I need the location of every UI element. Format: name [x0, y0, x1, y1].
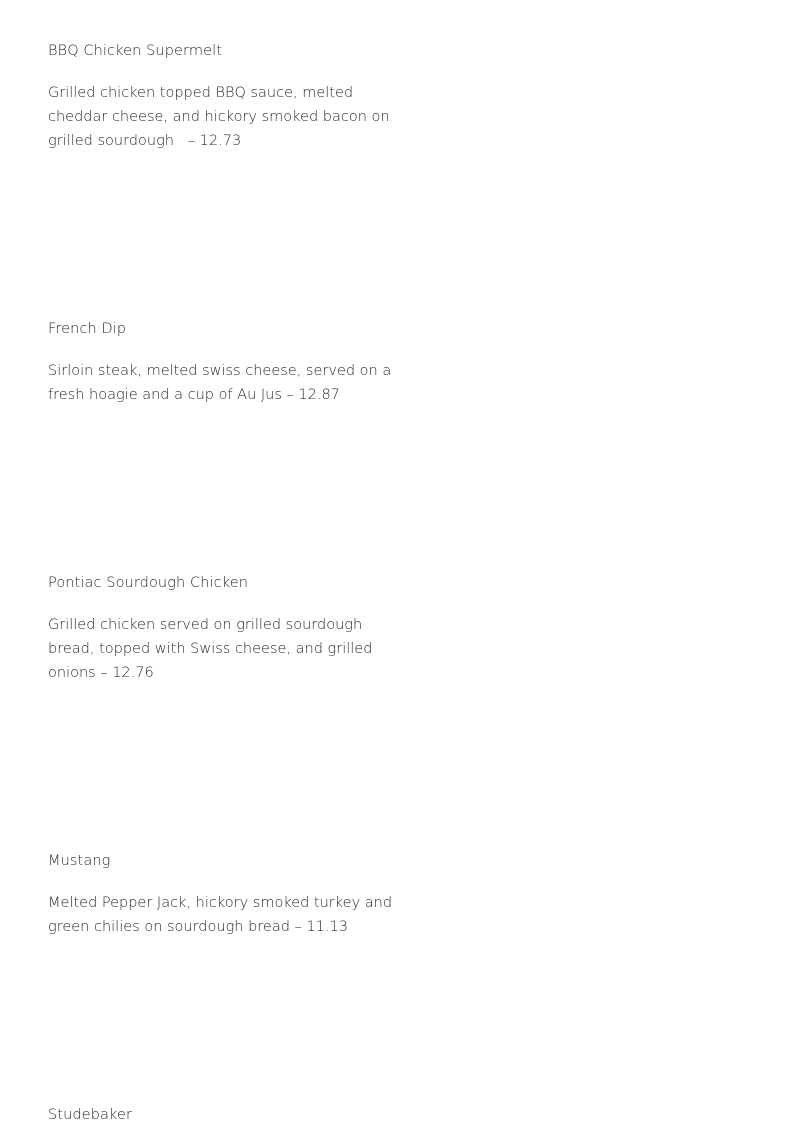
menu-item-french-dip	[48, 319, 408, 407]
price-separator: –	[281, 387, 299, 403]
menu-item-price: 12.87	[298, 387, 340, 403]
menu-item-description-block	[48, 613, 408, 685]
menu-item-bbq-chicken-supermelt	[48, 41, 408, 153]
price-separator: –	[289, 919, 307, 935]
menu-item-description: Sirloin steak, melted swiss cheese, served on a fresh hoagie and a cup of Au Jus	[48, 363, 392, 403]
menu-item-price: 12.73	[199, 133, 242, 149]
menu-item-price: 11.13	[306, 919, 348, 935]
menu-item-description-block	[48, 81, 408, 153]
menu-item-description-block	[48, 359, 408, 407]
menu-item-description: Grilled chicken served on grilled sourdough bread, topped with Swiss cheese, and grilled onions	[48, 617, 373, 681]
price-separator: –	[95, 665, 113, 681]
menu-item-name: Studebaker	[48, 1107, 133, 1123]
menu-item-description: Melted Pepper Jack, hickory smoked turkey and green chilies on sourdough bread	[48, 895, 393, 935]
menu-item-pontiac-sourdough-chicken	[48, 573, 408, 685]
menu-item-name: French Dip	[48, 321, 127, 337]
menu-item-description-block	[48, 891, 408, 939]
menu-item-name: BBQ Chicken Supermelt	[48, 43, 223, 59]
menu-item-name: Pontiac Sourdough Chicken	[48, 575, 249, 591]
menu-item-studebaker	[48, 1105, 408, 1125]
menu-item-name: Mustang	[48, 853, 111, 869]
price-separator: –	[173, 133, 200, 149]
menu-item-price: 12.76	[112, 665, 154, 681]
menu-item-description: Grilled chicken topped BBQ sauce, melted cheddar cheese, and hickory smoked bacon on grilled sourdough	[48, 85, 390, 149]
menu-item-mustang	[48, 851, 408, 939]
